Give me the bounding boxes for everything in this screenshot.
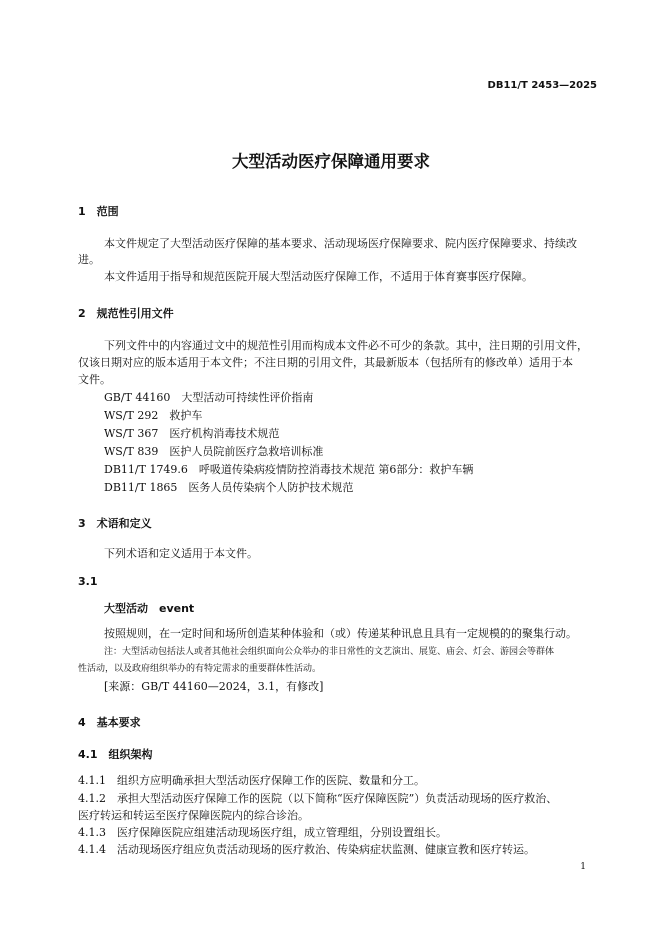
section-2-paragraph-line-2: 仅该日期对应的版本适用于本文件；不注日期的引用文件，其最新版本（包括所有的修改单）适用于本 [78,356,573,369]
reference-item: WS/T 292 救护车 [104,409,203,422]
section-4-heading: 4 基本要求 [78,716,141,729]
clause-4-1-1: 4.1.1 组织方应明确承担大型活动医疗保障工作的医院、数量和分工。 [78,774,425,787]
section-3-intro: 下列术语和定义适用于本文件。 [104,547,258,560]
term-note-line-1: 注：大型活动包括法人或者其他社会组织面向公众举办的非日常性的文艺演出、展览、庙会、灯会、游园会等群体 [104,647,555,657]
term-source: [来源：GB/T 44160—2024，3.1，有修改] [104,680,324,693]
term-name: 大型活动 event [104,602,195,615]
clause-4-1-2-line-2: 医疗转运和转运至医疗保障医院内的综合诊治。 [78,809,309,822]
section-1-paragraph-2: 本文件适用于指导和规范医院开展大型活动医疗保障工作，不适用于体育赛事医疗保障。 [104,270,533,283]
section-2-heading: 2 规范性引用文件 [78,307,174,320]
section-1-paragraph-1-line-1: 本文件规定了大型活动医疗保障的基本要求、活动现场医疗保障要求、院内医疗保障要求、持续改 [104,237,577,250]
term-number: 3.1 [78,575,98,588]
section-2-paragraph-line-1: 下列文件中的内容通过文中的规范性引用而构成本文件必不可少的条款。其中，注日期的引用文件， [104,339,588,352]
page-title: 大型活动医疗保障通用要求 [232,152,430,171]
subsection-4-1-heading: 4.1 组织架构 [78,748,153,761]
page-number: 1 [580,862,586,872]
term-definition: 按照规则，在一定时间和场所创造某种体验和（或）传递某种讯息且具有一定规模的的聚集行动。 [104,627,577,640]
section-1-paragraph-1-line-2: 进。 [78,253,100,266]
term-note-line-2: 性活动，以及政府组织举办的有特定需求的重要群体性活动。 [78,664,322,674]
reference-item: WS/T 367 医疗机构消毒技术规范 [104,427,280,440]
clause-4-1-4: 4.1.4 活动现场医疗组应负责活动现场的医疗救治、传染病症状监测、健康宣教和医疗转运。 [78,843,535,856]
document-number: DB11/T 2453—2025 [487,80,597,91]
clause-4-1-2-line-1: 4.1.2 承担大型活动医疗保障工作的医院（以下简称“医疗保障医院”）负责活动现场的医疗救治、 [78,792,558,805]
section-2-paragraph-line-3: 文件。 [78,373,111,386]
clause-4-1-3: 4.1.3 医疗保障医院应组建活动现场医疗组，成立管理组，分别设置组长。 [78,826,447,839]
section-1-heading: 1 范围 [78,205,119,218]
reference-item: DB11/T 1749.6 呼吸道传染病疫情防控消毒技术规范 第6部分：救护车辆 [104,463,474,476]
reference-item: DB11/T 1865 医务人员传染病个人防护技术规范 [104,481,354,494]
section-3-heading: 3 术语和定义 [78,517,152,530]
reference-item: GB/T 44160 大型活动可持续性评价指南 [104,391,314,404]
reference-item: WS/T 839 医护人员院前医疗急救培训标准 [104,445,324,458]
